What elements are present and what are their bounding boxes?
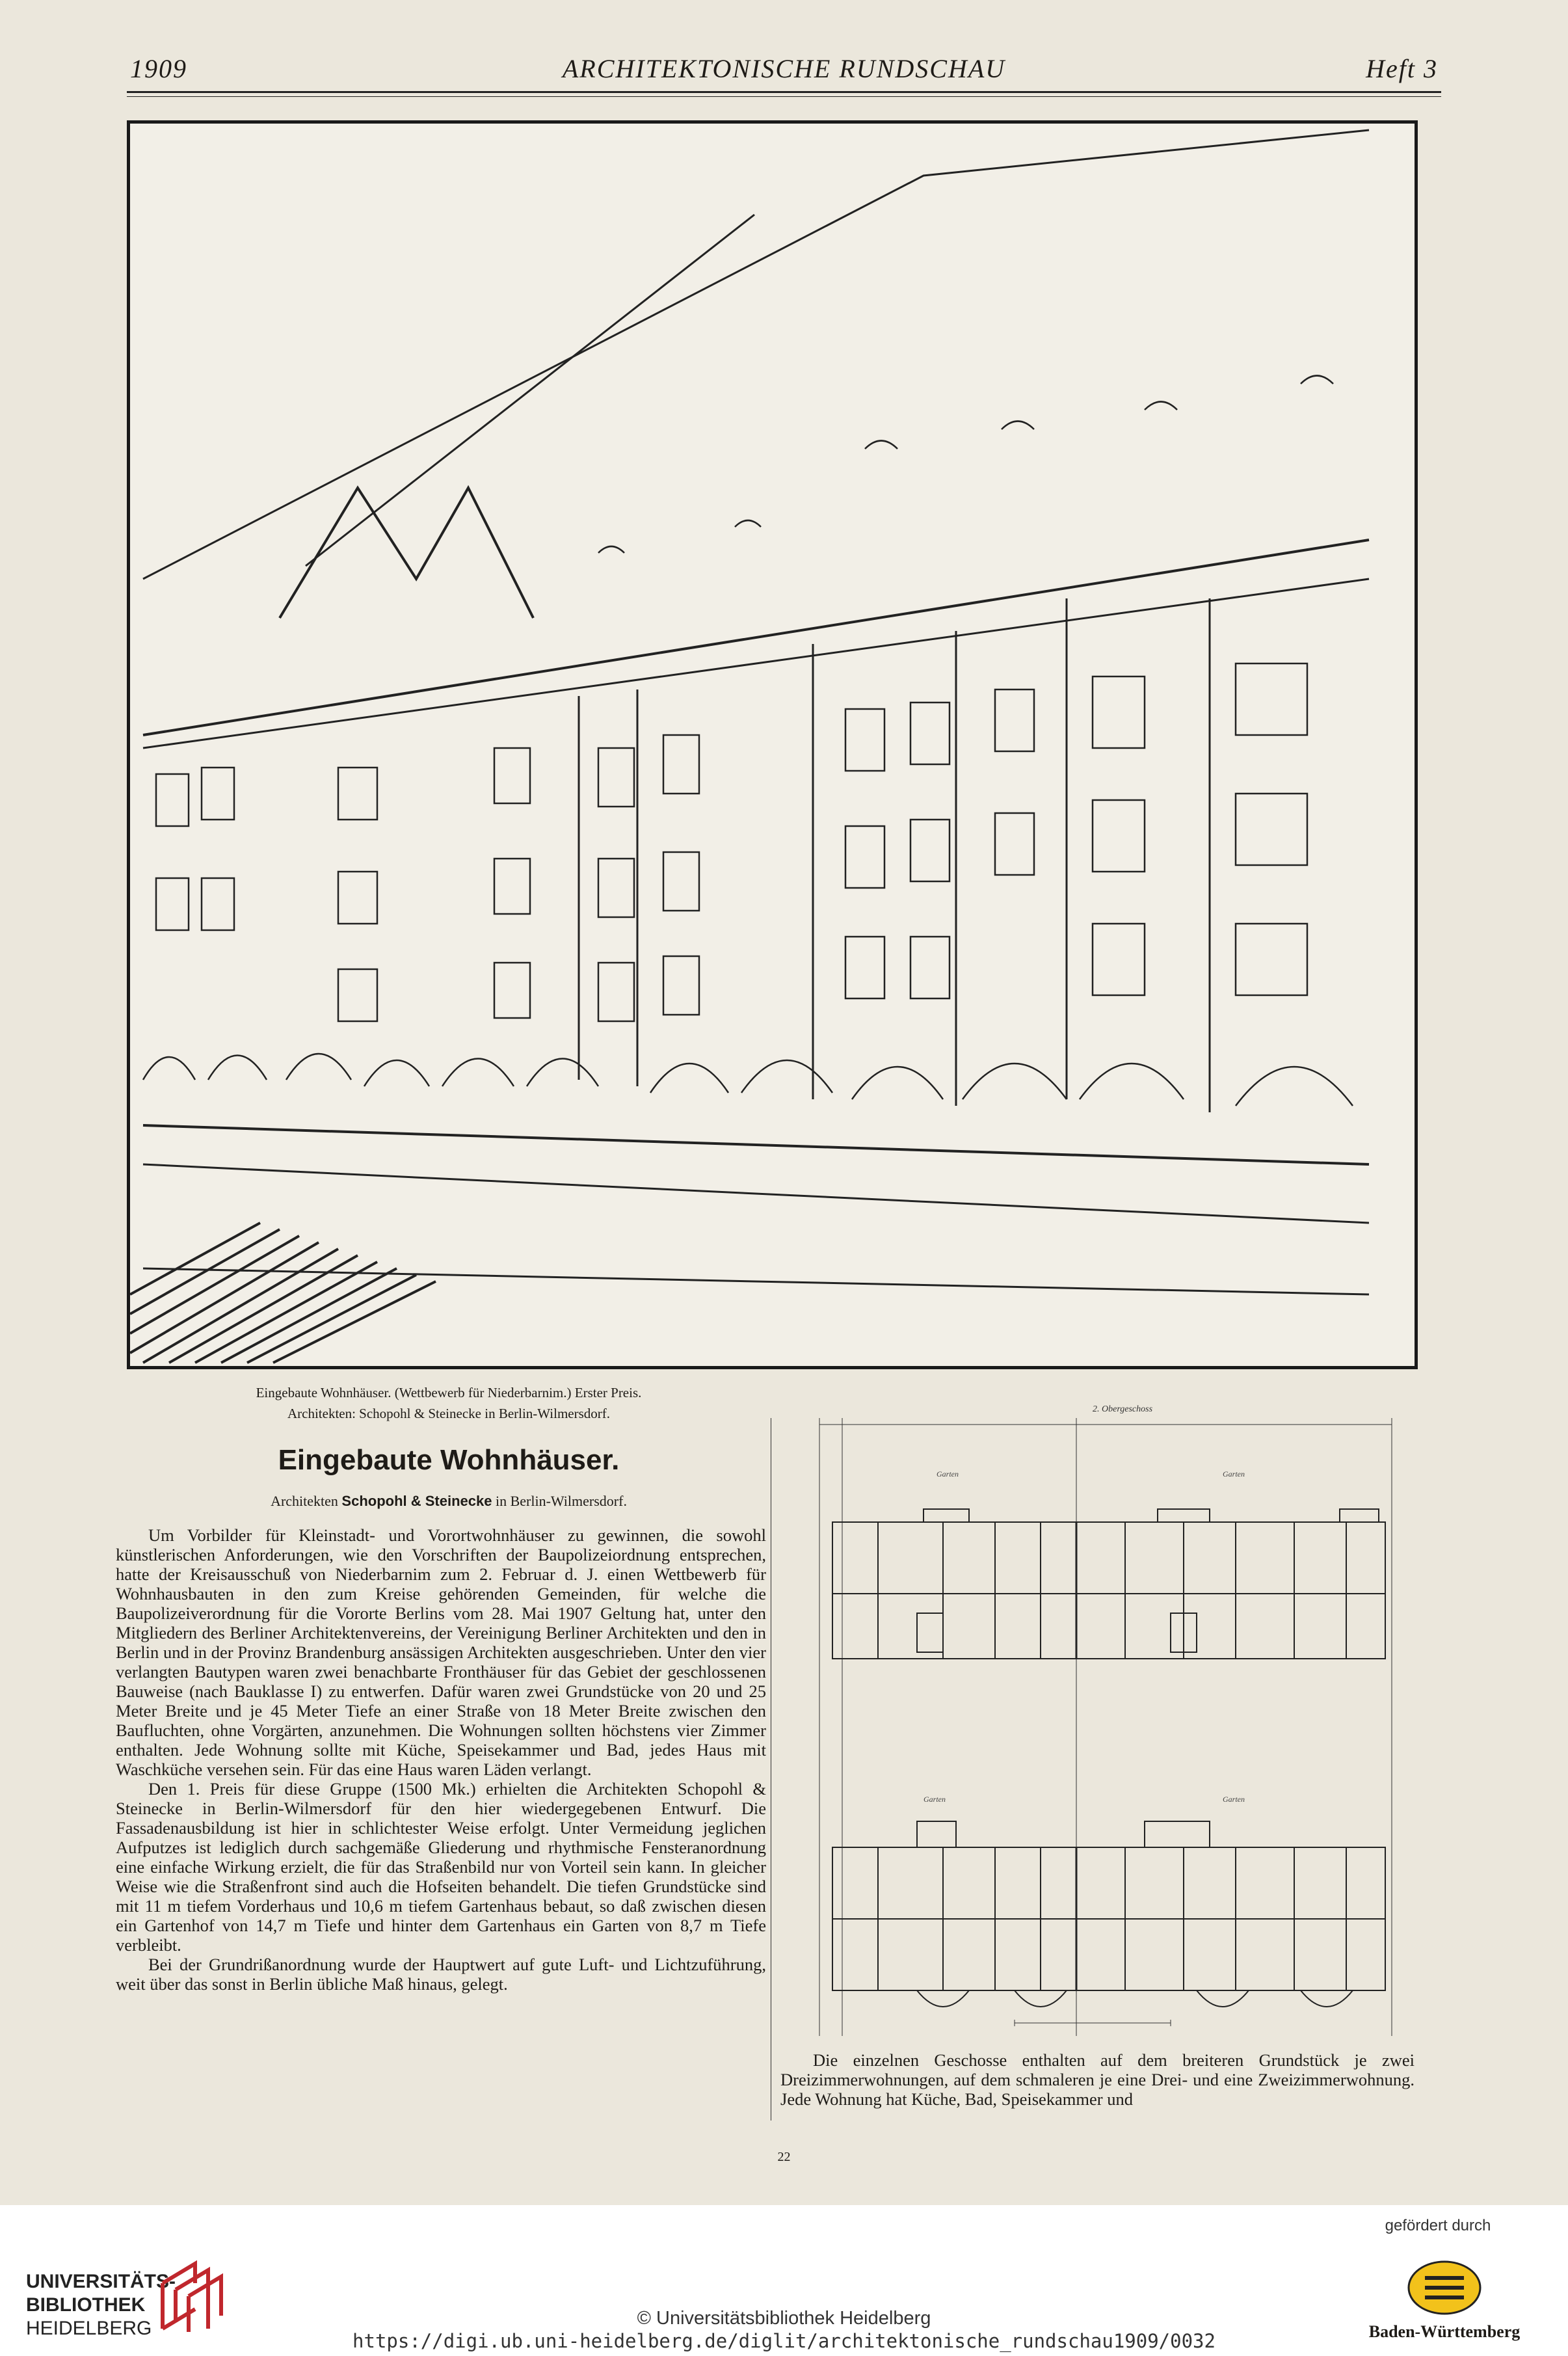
roof-line: [143, 130, 1369, 579]
facade-illustration: [127, 120, 1418, 1369]
facade-top: [143, 579, 1369, 748]
scale-bar: [1015, 2020, 1171, 2026]
window-row-3: [338, 924, 1307, 1021]
window-row-1: [156, 663, 1307, 826]
byline-suffix: in Berlin-Wilmersdorf.: [495, 1493, 627, 1509]
plan-label-garden: Garten: [924, 1795, 946, 1804]
byline-prefix: Architekten: [271, 1493, 338, 1509]
window-row-2: [156, 794, 1307, 930]
gable-left: [280, 488, 533, 618]
sponsor-name: Baden-Württemberg: [1368, 2322, 1521, 2341]
floor-plans: [780, 1399, 1424, 2049]
street-line: [143, 1164, 1369, 1223]
header-rule: [127, 91, 1441, 93]
header-year: 1909: [130, 54, 187, 83]
plan-upper: [832, 1509, 1385, 1659]
roof-eave: [143, 540, 1369, 735]
library-line: BIBLIOTHEK: [26, 2294, 146, 2316]
ground-arches: [143, 1054, 1353, 1106]
bay-right: [1067, 598, 1210, 1112]
paragraph: Bei der Grundrißanordnung wurde der Hauptwert auf gute Luft- und Lichtzuführung, weit über das sonst in Berlin übliche Maß hinaus, gelegt.: [116, 1955, 766, 1994]
library-line: HEIDELBERG: [26, 2318, 152, 2339]
plan-lower: [832, 1821, 1385, 2007]
facade-base: [143, 1125, 1369, 1164]
header-rule-thin: [127, 96, 1441, 97]
plan-label-garden: Garten: [1223, 1469, 1245, 1479]
page-number: 22: [777, 2150, 791, 2164]
sponsor-label: gefördert durch: [1385, 2217, 1491, 2234]
byline-names: Schopohl & Steinecke: [341, 1493, 492, 1509]
plan-title: 2. Obergeschoss: [1093, 1404, 1153, 1414]
paragraph: Die einzelnen Geschosse enthalten auf dem breiteren Grundstück je zwei Dreizimmerwohnungen, auf dem schmaleren je eine Drei- und eine Zweizimmerwohnung. Jede Wohnung hat Küche, Bad, Speisekammer und: [780, 2050, 1415, 2109]
bay-left: [579, 689, 637, 1086]
pavement-hatching: [130, 1223, 436, 1363]
article-body: [116, 1525, 766, 1994]
header-journal: ARCHITEKTONISCHE RUNDSCHAU: [562, 54, 1006, 83]
dormer-windows: [598, 376, 1333, 554]
running-header: [127, 53, 1441, 92]
floor-plan-drawing: [780, 1399, 1424, 2049]
plan-label-garden: Garten: [1223, 1795, 1245, 1804]
header-issue: Heft 3: [1366, 54, 1438, 83]
paragraph: Um Vorbilder für Kleinstadt- und Vorortwohnhäuser zu gewinnen, die sowohl künstlerischen Anforderungen, wie den Vorschriften der Baupolizeiordnung entsprechen, hatte der Kreisausschuß von Niederbarnim zum 2. Februar d. J. einen Wettbewerb für Wohnhausbauten in den zum Kreise gehörenden Gemeinden, für welche die Baupolizeiverordnung für die Vororte Berlins vom 28. Mai 1907 Geltung hat, unter den Mitgliedern des Berliner Architektenvereins, der Vereinigung Berliner Architekten und den in Berlin und in der Provinz Brandenburg ansässigen Architekten ausgeschrieben. Unter den vier verlangten Bautypen waren zwei benachbarte Fronthäuser für das Gebiet der geschlossenen Bauweise (nach Bauklasse I) zu entwerfen. Dafür waren zwei Grundstücke von 20 und 25 Meter Breite und je 45 Meter Tiefe an einer Straße von 18 Meter Breite zwischen den Baufluchten, ohne Vorgärten, anzunehmen. Die Wohnungen sollten höchstens vier Zimmer enthalten. Jede Wohnung sollte mit Küche, Speisekammer und Bad, jedes Haus mit Waschküche versehen sein. Für das eine Haus waren Läden verlangt.: [116, 1525, 766, 1779]
library-line: UNIVERSITÄTS-: [26, 2271, 176, 2292]
permalink[interactable]: https://digi.ub.uni-heidelberg.de/diglit/architektonische_rundschau1909/0032: [352, 2330, 1216, 2352]
illustration-caption-2: Architekten: Schopohl & Steinecke in Berlin-Wilmersdorf.: [287, 1406, 611, 1421]
facade-drawing: [130, 124, 1415, 1366]
article-byline: [127, 1493, 771, 1510]
copyright-notice: © Universitätsbibliothek Heidelberg: [637, 2308, 931, 2329]
right-column-text: [780, 2050, 1415, 2109]
article-title: Eingebaute Wohnhäuser.: [278, 1444, 620, 1476]
paragraph: Den 1. Preis für diese Gruppe (1500 Mk.) erhielten die Architekten Schopohl & Steinecke in Berlin-Wilmersdorf für den hier wiedergegebenen Entwurf. Die Fassadenausbildung ist hier in schlichtester Weise erfolgt. Unter Vermeidung jeglichen Aufputzes ist lediglich durch sachgemäße Gliederung und rhythmische Fensteranordnung eine einfache Wirkung erzielt, die für das Straßenbild nur von Vorteil sein kann. In gleicher Weise wie die Straßenfront sind auch die Hofseiten behandelt. Die tiefen Grundstücke sind mit 11 m tiefem Vorderhaus und 10,6 m tiefem Gartenhaus bebaut, so daß zwischen diesen ein Gartenhof von 14,7 m Tiefe und hinter dem Gartenhaus ein Garten von 8,7 m Tiefe verbleibt.: [116, 1779, 766, 1955]
plan-label-garden: Garten: [937, 1469, 959, 1479]
illustration-caption-1: Eingebaute Wohnhäuser. (Wettbewerb für Niederbarnim.) Erster Preis.: [256, 1385, 642, 1400]
